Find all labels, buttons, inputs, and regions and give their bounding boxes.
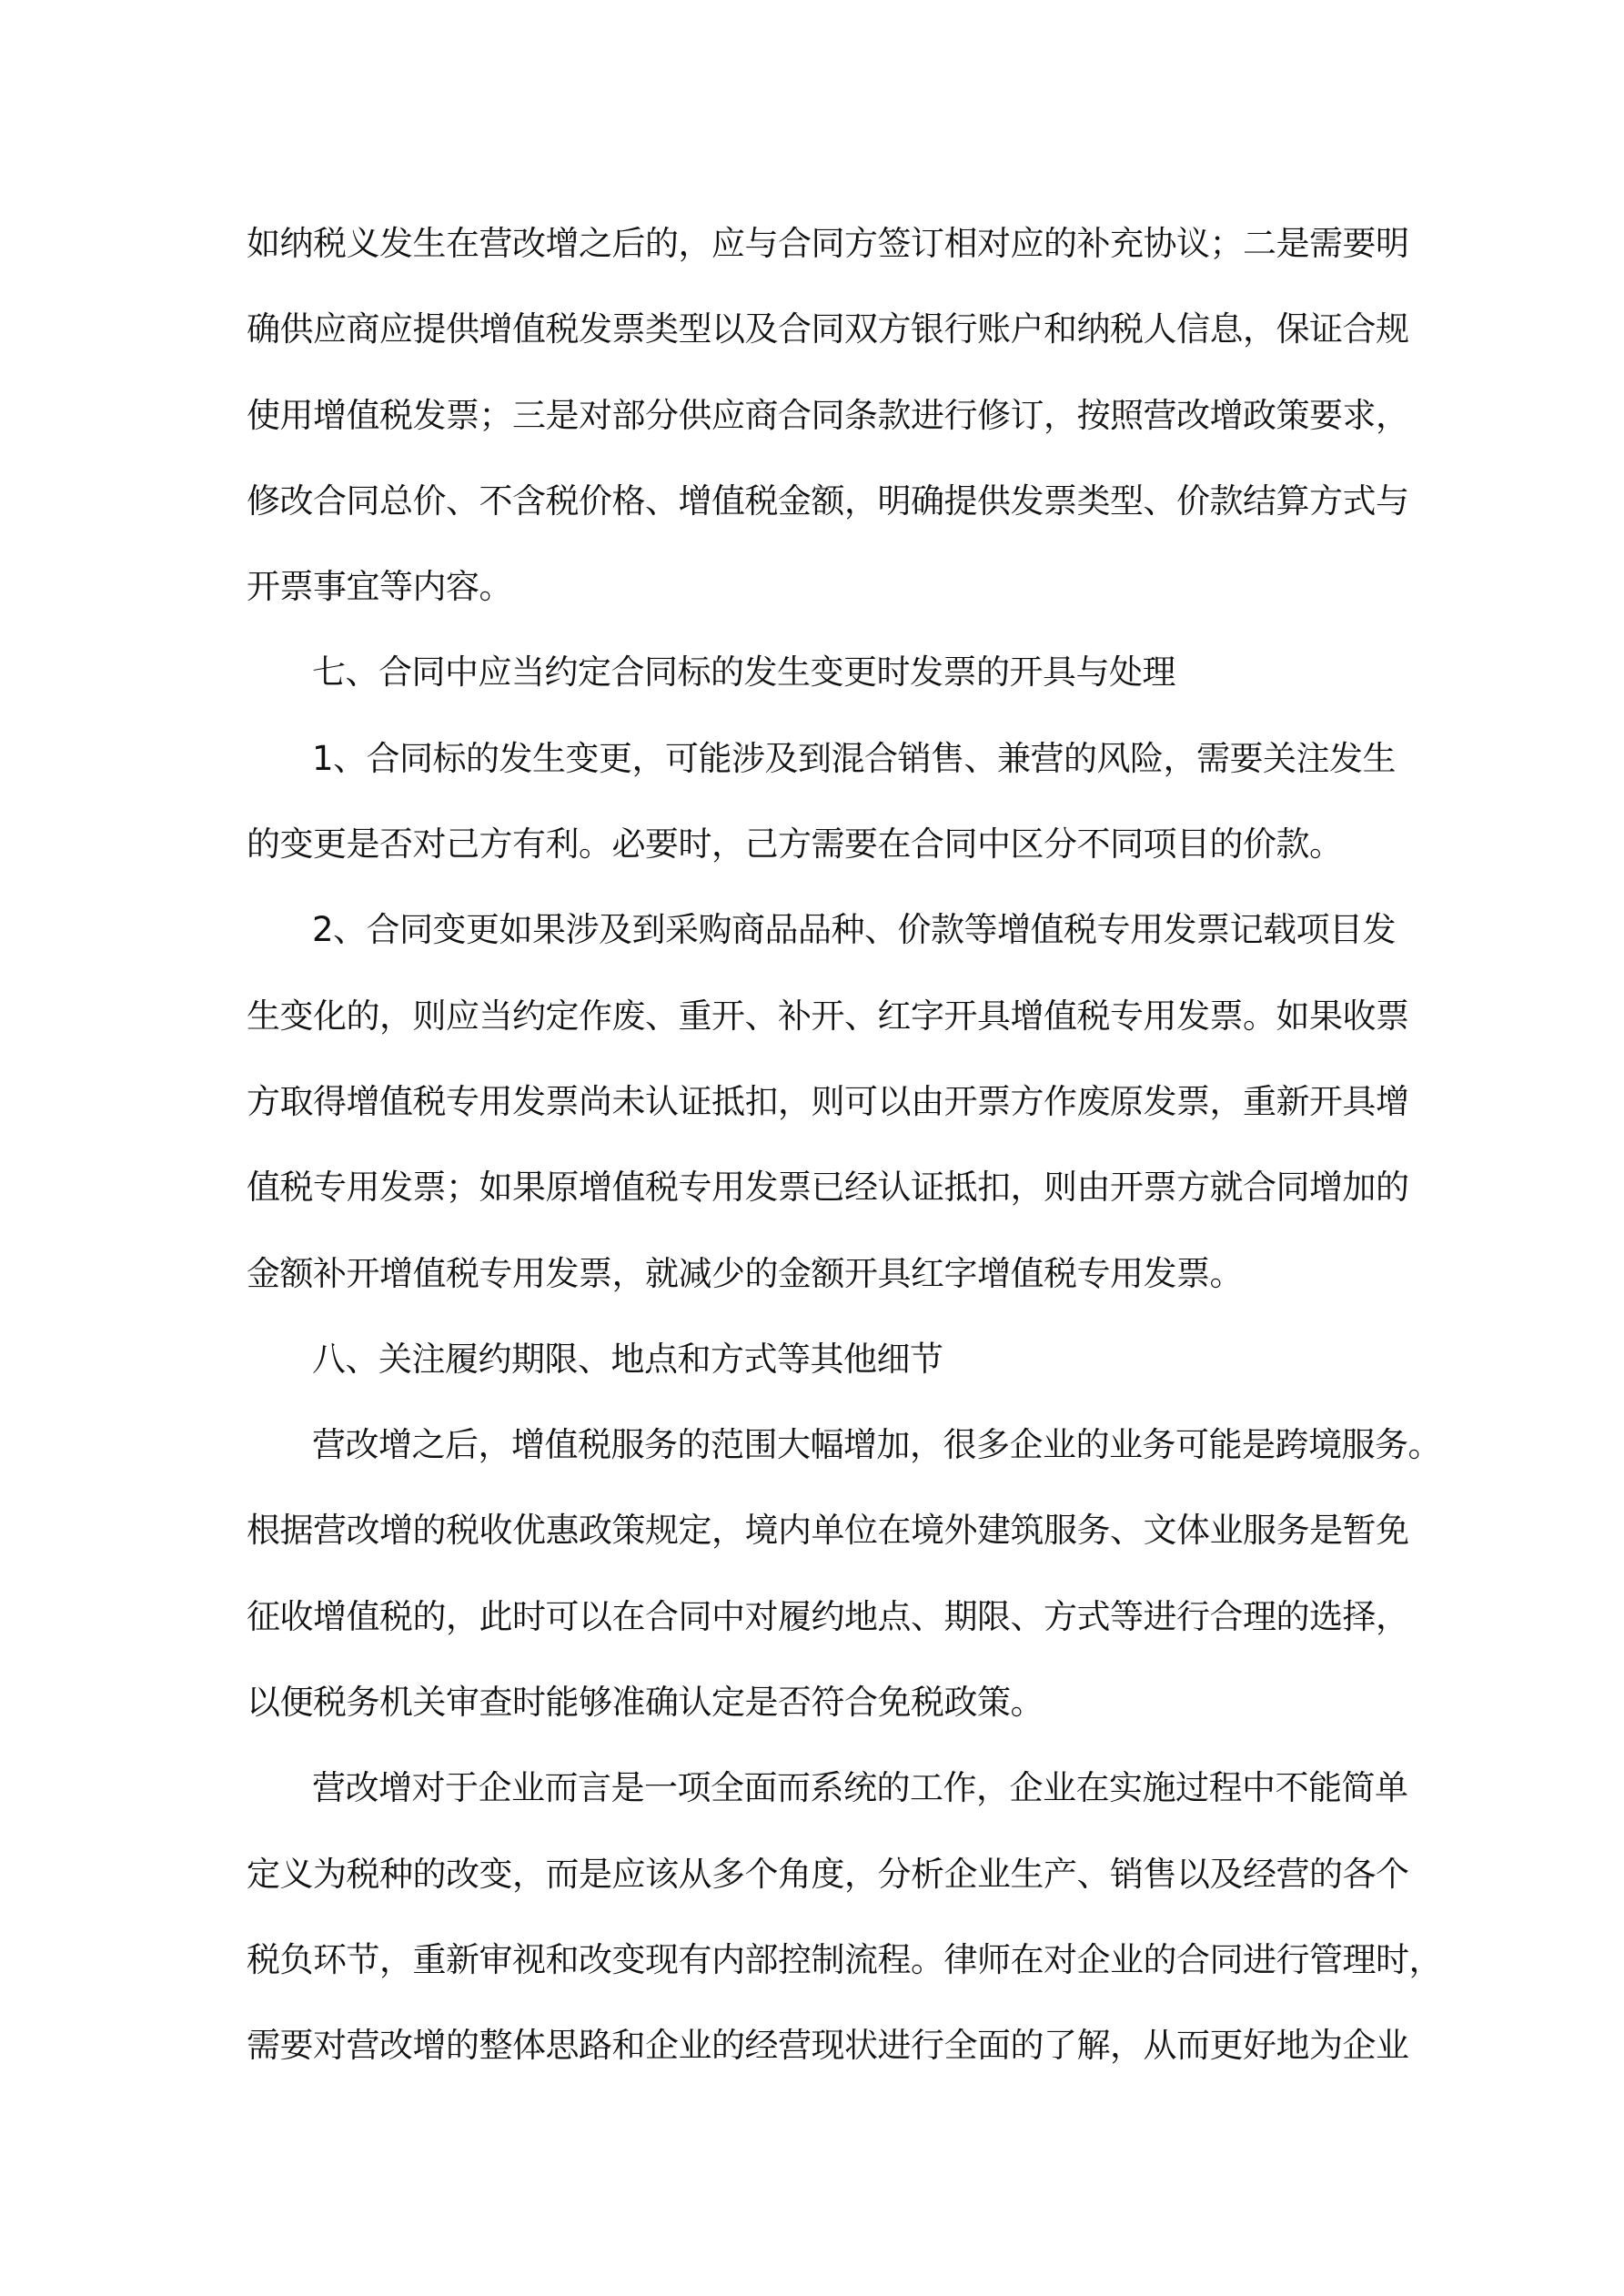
text-line: 如纳税义发生在营改增之后的，应与合同方签订相对应的补充协议；二是需要明 (247, 224, 1409, 263)
text-line: 开票事宜等内容。 (247, 567, 512, 607)
text-line: 2、合同变更如果涉及到采购商品品种、价款等增值税专用发票记载项目发 (312, 910, 1397, 950)
text-line: 使用增值税发票；三是对部分供应商合同条款进行修订，按照营改增政策要求， (247, 395, 1409, 435)
text-line: 需要对营改增的整体思路和企业的经营现状进行全面的了解，从而更好地为企业 (247, 2026, 1409, 2066)
text-line: 的变更是否对己方有利。必要时，己方需要在合同中区分不同项目的价款。 (247, 824, 1343, 865)
text-line: 营改增对于企业而言是一项全面而系统的工作，企业在实施过程中不能简单 (312, 1768, 1408, 1808)
text-line: 以便税务机关审查时能够准确认定是否符合免税政策。 (247, 1683, 1044, 1723)
text-line: 营改增之后，增值税服务的范围大幅增加，很多企业的业务可能是跨境服务。 (312, 1425, 1441, 1465)
paragraph (247, 1402, 1441, 1745)
text-line: 确供应商应提供增值税发票类型以及合同双方银行账户和纳税人信息，保证合规 (247, 309, 1409, 349)
text-line: 征收增值税的，此时可以在合同中对履约地点、期限、方式等进行合理的选择， (247, 1596, 1409, 1636)
text-line: 方取得增值税专用发票尚未认证抵扣，则可以由开票方作废原发票，重新开具增 (247, 1081, 1409, 1121)
text-line: 税负环节，重新审视和改变现有内部控制流程。律师在对企业的合同进行管理时， (247, 1939, 1442, 1979)
text-line: 修改合同总价、不含税价格、增值税金额，明确提供发票类型、价款结算方式与 (247, 480, 1409, 521)
paragraph (247, 887, 1409, 1316)
paragraph (247, 630, 1389, 715)
text-line: 根据营改增的税收优惠政策规定，境内单位在境外建筑服务、文体业服务是暂免 (247, 1511, 1409, 1551)
paragraph (247, 716, 1397, 888)
paragraph (247, 1317, 1389, 1402)
text-line: 生变化的，则应当约定作废、重开、补开、红字开具增值税专用发票。如果收票 (247, 996, 1409, 1036)
document-page (247, 201, 1442, 2089)
text-line: 七、合同中应当约定合同标的发生变更时发票的开具与处理 (312, 652, 1175, 693)
text-line: 值税专用发票；如果原增值税专用发票已经认证抵扣，则由开票方就合同增加的 (247, 1168, 1409, 1208)
text-line: 八、关注履约期限、地点和方式等其他细节 (312, 1339, 943, 1379)
text-line: 1、合同标的发生变更，可能涉及到混合销售、兼营的风险，需要关注发生 (312, 738, 1397, 778)
paragraph (247, 1745, 1442, 2089)
paragraph (247, 201, 1409, 630)
text-line: 定义为税种的改变，而是应该从多个角度，分析企业生产、销售以及经营的各个 (247, 1854, 1409, 1894)
text-line: 金额补开增值税专用发票，就减少的金额开具红字增值税专用发票。 (247, 1253, 1243, 1293)
